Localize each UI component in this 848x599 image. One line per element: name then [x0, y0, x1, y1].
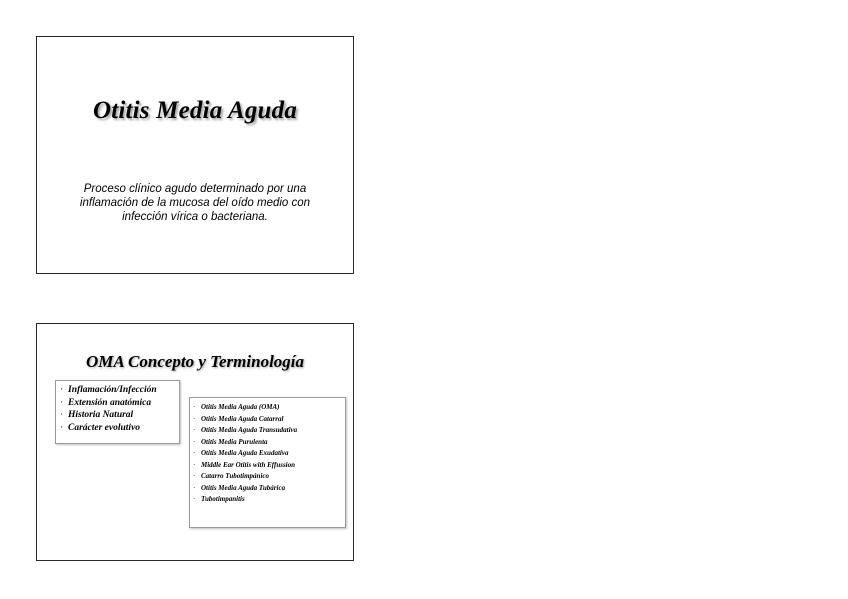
list-item: · Historia Natural	[59, 409, 179, 422]
body-line: infección vírica o bacteriana.	[122, 211, 268, 223]
list-item: · Otitis Media Aguda Catarral	[192, 414, 345, 426]
terminology-list-box	[189, 397, 346, 528]
list-item: · Otitis Media Aguda (OMA)	[192, 402, 345, 414]
body-line: Proceso clínico agudo determinado por una	[83, 183, 307, 195]
list-item: · Otitis Media Aguda Exudativa	[192, 448, 345, 460]
slide-thumbnail-1[interactable]	[36, 36, 354, 274]
list-item: · Otitis Media Aguda Tubárica	[192, 483, 345, 495]
list-item: · Otitis Media Purulenta	[192, 437, 345, 449]
list-item: · Otitis Media Aguda Transudativa	[192, 425, 345, 437]
concept-list-box	[55, 380, 180, 444]
list-item: · Carácter evolutivo	[59, 422, 179, 435]
list-item: · Catarro Tubotimpánico	[192, 471, 345, 483]
slide-thumbnail-2[interactable]	[36, 323, 354, 561]
list-item: · Extensión anatómica	[59, 397, 179, 410]
list-item: · Middle Ear Otitis with Effussion	[192, 460, 345, 472]
slide-title: OMA Concepto y Terminología	[85, 352, 305, 371]
list-item: · Inflamación/Infección	[59, 384, 179, 397]
list-item: · Tubotimpanitis	[192, 494, 345, 506]
slide-title: Otitis Media Aguda	[92, 97, 298, 124]
body-line: inflamación de la mucosa del oído medio con	[79, 197, 311, 209]
slide-body-text	[61, 182, 329, 224]
